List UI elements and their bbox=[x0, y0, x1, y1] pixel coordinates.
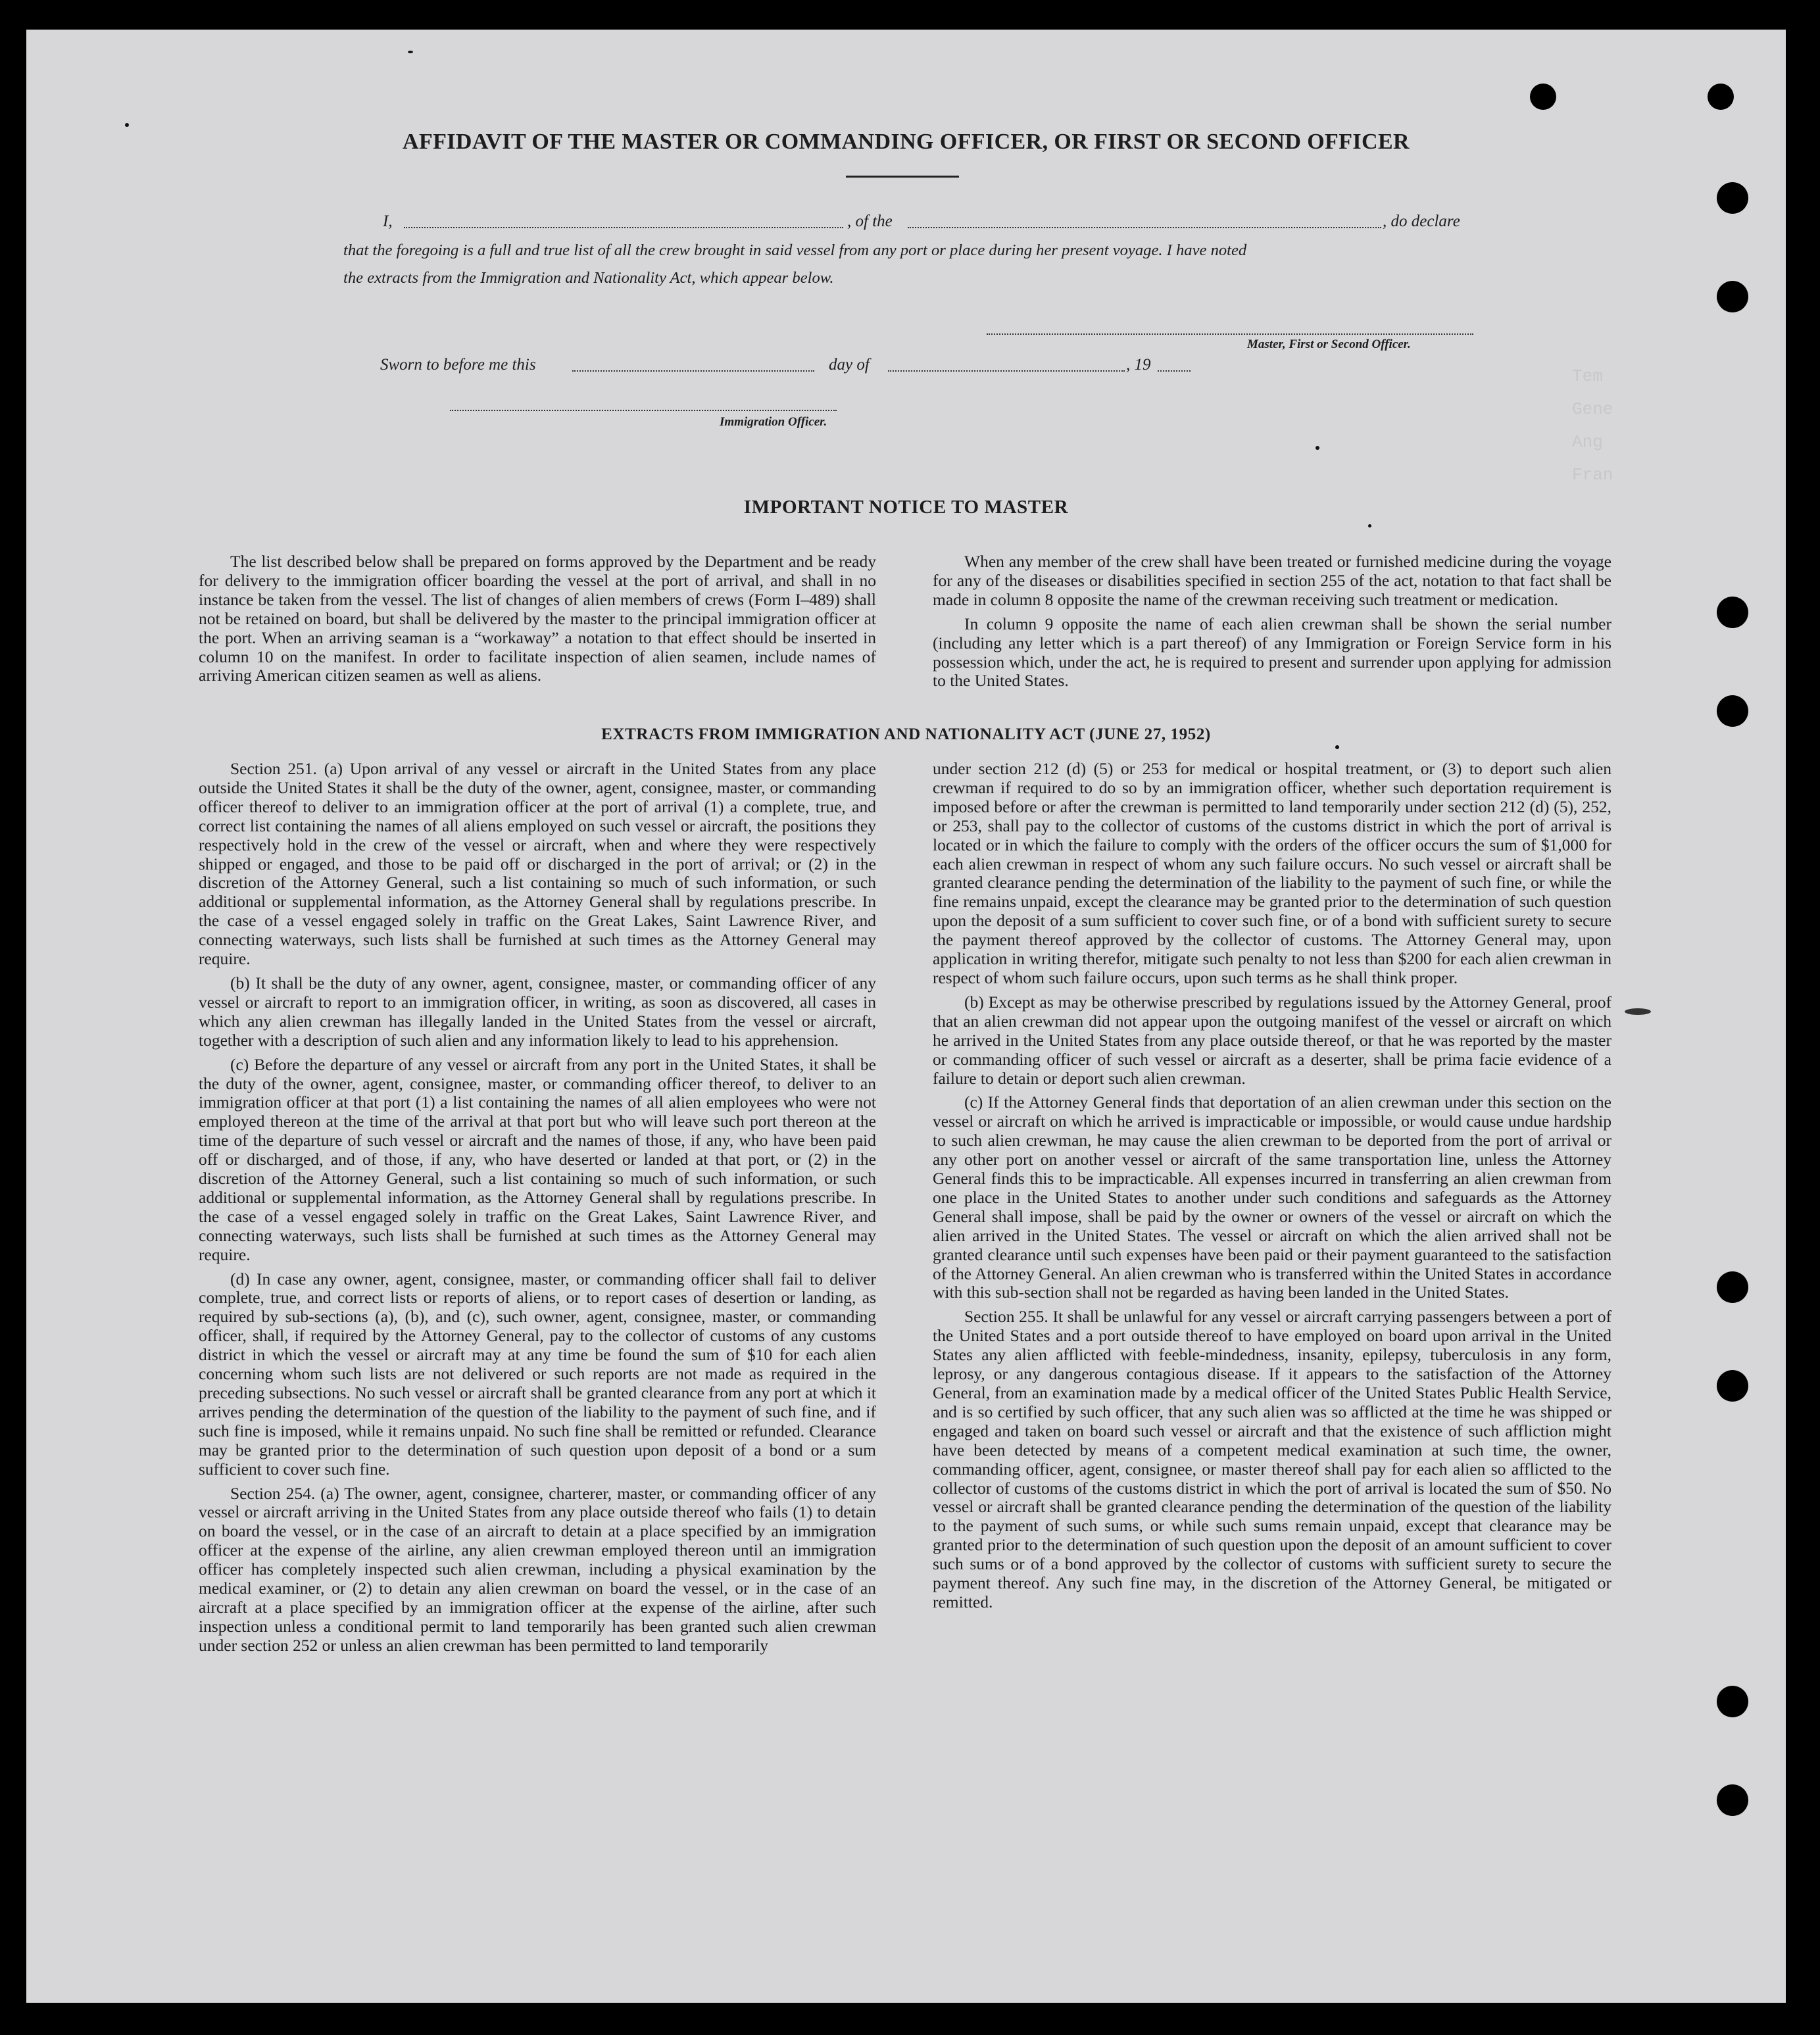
notice-left-column bbox=[199, 552, 876, 691]
speck bbox=[1335, 745, 1339, 749]
notice-right-column bbox=[933, 552, 1611, 696]
speck bbox=[1368, 524, 1371, 527]
notice-paragraph: In column 9 opposite the name of each alien crewman shall be shown the serial number (including any letter which is a part thereof) of any Immigration or Foreign Service form in his possession which, under the act, he is required to present and surrender upon applying for admission to the United States. bbox=[933, 614, 1611, 691]
bleed-through-text: Ang bbox=[1572, 432, 1603, 452]
extract-paragraph: under section 212 (d) (5) or 253 for medical or hospital treatment, or (3) to deport such alien crewman if required to do so by an immigration officer, whether such deportation requirement is imposed before or after the crewman is permitted to land temporarily under section 212 (d) (5), 252, or 253, shall pay to the collector of customs of the customs district in which the port of arrival is located or in which the failure to comply with the orders of the officer occurs the sum of $1,000 for each alien crewman in respect of whom any such failure occurs. No such vessel or aircraft shall be granted clearance pending the determination of the liability to the payment of such fine, or while the fine remains unpaid, except the clearance may be granted prior to the determination of such question upon the deposit of a sum sufficient to cover such fine, or of a bond with sufficient surety to secure the payment thereof approved by the collector of customs. The Attorney General may, upon application in writing therefor, mitigate such penalty to not less than $200 for each alien crewman in respect of whom such failure occurs, upon such terms as he shall think proper. bbox=[933, 759, 1611, 987]
speck bbox=[1316, 446, 1319, 450]
name-blank[interactable] bbox=[404, 227, 843, 228]
punch-hole bbox=[1717, 281, 1748, 312]
notice-title: IMPORTANT NOTICE TO MASTER bbox=[743, 497, 1069, 518]
bleed-through-text: Tem bbox=[1572, 366, 1603, 386]
punch-hole bbox=[1717, 182, 1748, 214]
label-i: I, bbox=[383, 212, 393, 230]
extract-paragraph: Section 254. (a) The owner, agent, consignee, charterer, master, or commanding officer of any vessel or aircraft arriving in the United States from any place outside thereof who fails (1) to detain on board the vessel, or in the case of an aircraft to detain at a place specified by an immigration officer at the expense of the airline, any alien crewman employed thereon until an immigration officer has completely inspected such alien crewman, including a physical examination by the medical examiner, or (2) to detain any alien crewman on board the vessel, or in the case of an aircraft at a place specified by an immigration officer at the expense of the airline, after such inspection unless a conditional permit to land temporarily has been granted such alien crewman under section 252 or unless an alien crewman has been permitted to land temporarily bbox=[199, 1483, 876, 1655]
notice-paragraph: When any member of the crew shall have been treated or furnished medicine during the voyage for any of the diseases or disabilities specified in section 255 of the act, notation to that fact shall be made in column 8 opposite the name of the crewman receiving such treatment or medication. bbox=[933, 552, 1611, 609]
immigration-officer-line[interactable] bbox=[450, 410, 837, 411]
speck bbox=[1625, 1008, 1651, 1015]
extracts-title: EXTRACTS FROM IMMIGRATION AND NATIONALITY ACT (JUNE 27, 1952) bbox=[601, 725, 1211, 743]
punch-hole bbox=[1530, 84, 1556, 110]
day-of-label: day of bbox=[829, 356, 870, 374]
extract-paragraph: Section 255. It shall be unlawful for any vessel or aircraft carrying passengers between a port of the United States and a port outside thereof to have employed on board upon arrival in the United States any alien afflicted with feeble-mindedness, insanity, epilepsy, tuberculosis in any form, leprosy, or any dangerous contagious disease. If it appears to the satisfaction of the Attorney General, from an examination made by a medical officer of the United States Public Health Service, and is so certified by such officer, that any such alien was so afflicted at the time he was shipped or engaged and taken on board such vessel or aircraft and that the existence of such affliction might have been detected by means of a competent medical examination at such time, the owner, commanding officer, agent, consignee, or master thereof shall pay for each alien so afflicted to the collector of customs of the customs district in which the port of arrival is located the sum of $50. No vessel or aircraft shall be granted clearance pending the determination of the question of the liability to the payment of such sums, or while such sums remain unpaid, except that clearance may be granted prior to the determination of such question upon the deposit of an amount sufficient to cover such sums or of a bond approved by the collector of customs with sufficient surety to secure the payment thereof. Any such fine may, in the discretion of the Attorney General, be mitigated or remitted. bbox=[933, 1307, 1611, 1611]
extract-paragraph: (d) In case any owner, agent, consignee, master, or commanding officer shall fail to deliver complete, true, and correct lists or reports of aliens, or to report cases of desertion or landing, as required by sub-sections (a), (b), and (c), such owner, agent, consignee, master, or commanding officer, shall, if required by the Attorney General, pay to the collector of customs of any customs district in which the vessel or aircraft may at any time be found the sum of $10 for each alien concerning whom such lists are not delivered or such reports are not made as required in the preceding subsections. No such vessel or aircraft shall be granted clearance from any port at which it arrives pending the determination of the question of the liability to the payment of such fine, and if such fine is imposed, while it remains unpaid. No such fine shall be remitted or refunded. Clearance may be granted prior to the determination of such question upon deposit of a bond or a sum sufficient to cover such fine. bbox=[199, 1269, 876, 1479]
extract-paragraph: (b) Except as may be otherwise prescribed by regulations issued by the Attorney General, proof that an alien crewman did not appear upon the outgoing manifest of the vessel or aircraft on which he arrived in the United States from any place outside thereof, or that he was reported by the master or commanding officer of such vessel or aircraft as a deserter, shall be prima facie evidence of a failure to detain or deport such alien crewman. bbox=[933, 992, 1611, 1088]
punch-hole bbox=[1717, 1686, 1748, 1717]
punch-hole bbox=[1717, 1271, 1748, 1303]
immigration-officer-caption: Immigration Officer. bbox=[720, 415, 827, 429]
speck bbox=[125, 123, 129, 127]
bleed-through-text: Gene bbox=[1572, 399, 1613, 419]
extracts-left-column bbox=[199, 760, 876, 1661]
punch-hole bbox=[1717, 695, 1748, 727]
year-label: , 19 bbox=[1126, 356, 1151, 374]
punch-hole bbox=[1717, 597, 1748, 628]
declare-label: , do declare bbox=[1383, 212, 1460, 230]
document-page bbox=[26, 30, 1786, 2003]
affidavit-title: AFFIDAVIT OF THE MASTER OR COMMANDING OFFICER, OR FIRST OR SECOND OFFICER bbox=[403, 130, 1410, 154]
extract-paragraph: (c) If the Attorney General finds that deportation of an alien crewman under this section on the vessel or aircraft on which he arrived is impracticable or impossible, or would cause undue hardship to such alien crewman, he may cause the alien crewman to be deported from the port of arrival or any other port on another vessel or aircraft of the same transportation line, unless the Attorney General finds this to be impracticable. All expenses incurred in transferring an alien crewman from one place in the United States to another under such conditions and safeguards as the Attorney General shall impose, shall be paid by the owner or owners of the vessel or aircraft on which the alien arrived in the United States. The vessel or aircraft on which the alien arrived shall not be granted clearance until such expenses have been paid or their payment guaranteed to the satisfaction of the Attorney General. An alien crewman who is transferred within the United States in accordance with this sub-section shall not be regarded as having been landed in the United States. bbox=[933, 1092, 1611, 1302]
of-the-label: , of the bbox=[847, 212, 893, 230]
extract-paragraph: Section 251. (a) Upon arrival of any vessel or aircraft in the United States from any place outside the United States it shall be the duty of the owner, agent, consignee, master, or commanding officer thereof to deliver to an immigration officer at the port of arrival (1) a complete, true, and correct list containing the names of all aliens employed on such vessel or aircraft, the positions they respectively hold in the crew of the vessel or aircraft, when and where they were respectively shipped or engaged, and those to be paid off or discharged in the port of arrival; or (2) in the discretion of the Attorney General, such a list containing so much of such information, or such additional or supplemental information, as the Attorney General shall by regulations prescribe. In the case of a vessel engaged solely in traffic on the Great Lakes, Saint Lawrence River, and connecting waterways, such lists shall be furnished at such times as the Attorney General may require. bbox=[199, 759, 876, 969]
master-signature-caption: Master, First or Second Officer. bbox=[1247, 337, 1411, 351]
notice-paragraph: The list described below shall be prepared on forms approved by the Department and be ready for delivery to the immigration officer boarding the vessel at the port of arrival, and shall in no instance be taken from the vessel. The list of changes of alien members of crews (Form I–489) shall not be retained on board, but shall be delivered by the master to the principal immigration officer at the port. When an arriving seaman is a “workaway” a notation to that effect should be inserted in column 10 on the manifest. In order to facilitate inspection of alien seamen, include names of arriving American citizen seamen as well as aliens. bbox=[199, 552, 876, 685]
speck bbox=[408, 51, 413, 53]
declaration-text-3: the extracts from the Immigration and Nationality Act, which appear below. bbox=[343, 269, 834, 287]
vessel-blank[interactable] bbox=[908, 227, 1381, 228]
declaration-line bbox=[383, 212, 393, 231]
punch-hole bbox=[1717, 1784, 1748, 1816]
sworn-month-blank[interactable] bbox=[888, 370, 1125, 372]
extracts-right-column bbox=[933, 760, 1611, 1617]
bleed-through-text: Fran bbox=[1572, 465, 1613, 485]
title-rule bbox=[846, 176, 959, 178]
extract-paragraph: (b) It shall be the duty of any owner, agent, consignee, master, or commanding officer of any vessel or aircraft to report to an immigration officer, in writing, as soon as discovered, all cases in which any alien crewman has illegally landed in the United States from the vessel or aircraft, together with a description of such alien and any information likely to lead to his apprehension. bbox=[199, 973, 876, 1050]
sworn-label: Sworn to before me this bbox=[380, 356, 536, 374]
sworn-day-blank[interactable] bbox=[572, 370, 814, 372]
punch-hole bbox=[1708, 84, 1734, 110]
sworn-year-blank[interactable] bbox=[1158, 370, 1191, 372]
declaration-text-2: that the foregoing is a full and true list of all the crew brought in said vessel from any port or place during her present voyage. I have noted bbox=[343, 241, 1247, 259]
extract-paragraph: (c) Before the departure of any vessel or aircraft from any port in the United States, it shall be the duty of the owner, agent, consignee, master, or commanding officer thereof, to deliver to an immigration officer at that port (1) a list containing the names of all alien employees who were not employed thereon at the time of the arrival at that port but who will leave such port thereon at the time of the departure of such vessel or aircraft and the names of those, if any, who have been paid off or discharged, and of those, if any, who have deserted or landed at that port, or (2) in the discretion of the Attorney General, such a list containing so much of such information, or such additional or supplemental information, as the Attorney General shall by regulations prescribe. In the case of a vessel engaged solely in traffic on the Great Lakes, Saint Lawrence River, and connecting waterways, such lists shall be furnished at such times as the Attorney General may require. bbox=[199, 1054, 876, 1264]
master-signature-line[interactable] bbox=[987, 333, 1473, 335]
punch-hole bbox=[1717, 1370, 1748, 1402]
